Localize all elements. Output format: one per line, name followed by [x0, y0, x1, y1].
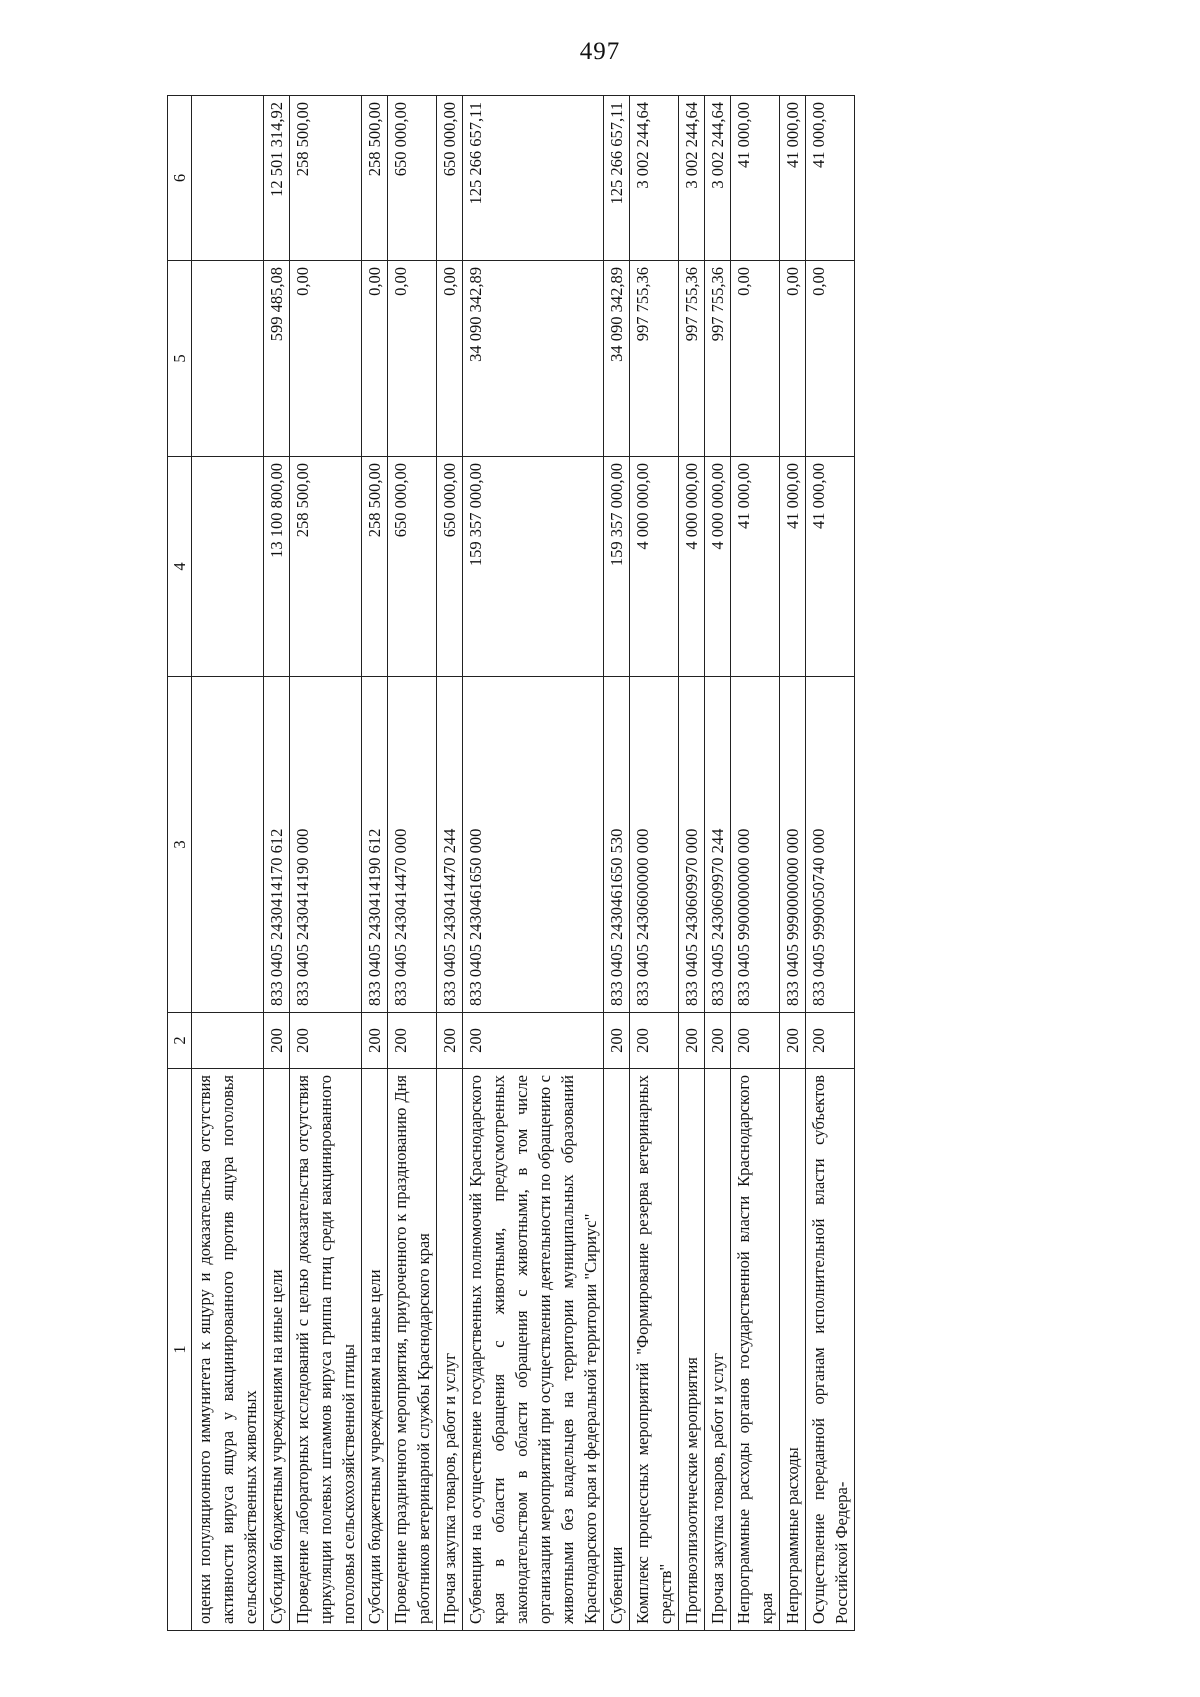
row-col2-cell: 200	[705, 1013, 731, 1069]
row-value-col5-cell: 0,00	[362, 261, 388, 457]
row-value-col6-cell: 258 500,00	[362, 96, 388, 261]
row-name-cell: Противоэпизоотические мероприятия	[679, 1069, 705, 1631]
row-value-col5-cell: 0,00	[437, 261, 463, 457]
row-code-cell: 833 0405 2430414190 000	[290, 677, 362, 1013]
table-row	[604, 96, 630, 1631]
header-row	[168, 96, 192, 1631]
table-row	[731, 96, 780, 1631]
row-value-col4-cell: 159 357 000,00	[604, 457, 630, 677]
row-code-cell: 833 0405 2430609970 244	[705, 677, 731, 1013]
table-row	[705, 96, 731, 1631]
row-name-cell: Осуществление переданной органам исполнительной власти субъектов Российской Федера-	[806, 1069, 855, 1631]
header-cell: 3	[168, 677, 192, 1013]
row-value-col4-cell: 13 100 800,00	[264, 457, 290, 677]
row-value-col5-cell	[192, 261, 264, 457]
row-name-cell: Непрограммные расходы органов государственной власти Краснодарского края	[731, 1069, 780, 1631]
row-value-col5-cell: 997 755,36	[705, 261, 731, 457]
row-code-cell	[192, 677, 264, 1013]
row-value-col4-cell: 41 000,00	[780, 457, 806, 677]
table-row	[264, 96, 290, 1631]
table-row	[362, 96, 388, 1631]
row-col2-cell: 200	[388, 1013, 437, 1069]
row-value-col4-cell: 4 000 000,00	[679, 457, 705, 677]
row-name-cell: Непрограммные расходы	[780, 1069, 806, 1631]
row-code-cell: 833 0405 9990050740 000	[806, 677, 855, 1013]
table-row	[679, 96, 705, 1631]
row-value-col4-cell: 41 000,00	[731, 457, 780, 677]
row-col2-cell: 200	[362, 1013, 388, 1069]
row-value-col6-cell: 258 500,00	[290, 96, 362, 261]
header-cell: 2	[168, 1013, 192, 1069]
table-row	[780, 96, 806, 1631]
header-cell: 1	[168, 1069, 192, 1631]
row-value-col6-cell: 41 000,00	[780, 96, 806, 261]
row-value-col4-cell	[192, 457, 264, 677]
row-col2-cell: 200	[780, 1013, 806, 1069]
table-row	[290, 96, 362, 1631]
row-value-col5-cell: 997 755,36	[679, 261, 705, 457]
row-value-col5-cell: 34 090 342,89	[604, 261, 630, 457]
rotated-table-container	[167, 96, 1087, 1631]
row-value-col5-cell: 0,00	[780, 261, 806, 457]
row-code-cell: 833 0405 2430414470 000	[388, 677, 437, 1013]
row-value-col6-cell: 3 002 244,64	[705, 96, 731, 261]
row-value-col4-cell: 4 000 000,00	[705, 457, 731, 677]
row-code-cell: 833 0405 9900000000 000	[731, 677, 780, 1013]
row-value-col5-cell: 0,00	[806, 261, 855, 457]
row-value-col5-cell: 0,00	[388, 261, 437, 457]
row-code-cell: 833 0405 2430414190 612	[362, 677, 388, 1013]
row-col2-cell	[192, 1013, 264, 1069]
row-value-col6-cell: 650 000,00	[388, 96, 437, 261]
row-code-cell: 833 0405 9990000000 000	[780, 677, 806, 1013]
row-name-cell: Прочая закупка товаров, работ и услуг	[705, 1069, 731, 1631]
row-code-cell: 833 0405 2430609970 000	[679, 677, 705, 1013]
row-value-col6-cell	[192, 96, 264, 261]
budget-table	[167, 95, 855, 1631]
row-value-col5-cell: 0,00	[731, 261, 780, 457]
row-col2-cell: 200	[437, 1013, 463, 1069]
row-value-col6-cell: 3 002 244,64	[679, 96, 705, 261]
row-name-cell: Проведение лабораторных исследований с целью доказательства отсутствия циркуляции полевых штаммов вируса гриппа птиц среди вакцинированного поголовья сельскохозяйственной птицы	[290, 1069, 362, 1631]
row-value-col5-cell: 0,00	[290, 261, 362, 457]
row-value-col6-cell: 125 266 657,11	[463, 96, 604, 261]
row-code-cell: 833 0405 2430461650 000	[463, 677, 604, 1013]
header-cell: 6	[168, 96, 192, 261]
row-value-col4-cell: 258 500,00	[362, 457, 388, 677]
row-value-col5-cell: 997 755,36	[630, 261, 679, 457]
row-name-cell: Субвенции	[604, 1069, 630, 1631]
table-row	[437, 96, 463, 1631]
table-row	[806, 96, 855, 1631]
row-value-col4-cell: 41 000,00	[806, 457, 855, 677]
header-cell: 4	[168, 457, 192, 677]
row-value-col5-cell: 599 485,08	[264, 261, 290, 457]
table-row	[463, 96, 604, 1631]
row-value-col4-cell: 4 000 000,00	[630, 457, 679, 677]
row-col2-cell: 200	[630, 1013, 679, 1069]
table-row	[192, 96, 264, 1631]
row-name-cell: Прочая закупка товаров, работ и услуг	[437, 1069, 463, 1631]
page-number: 497	[579, 38, 621, 65]
row-value-col4-cell: 159 357 000,00	[463, 457, 604, 677]
row-code-cell: 833 0405 2430461650 530	[604, 677, 630, 1013]
row-code-cell: 833 0405 2430414170 612	[264, 677, 290, 1013]
row-col2-cell: 200	[290, 1013, 362, 1069]
row-col2-cell: 200	[731, 1013, 780, 1069]
row-col2-cell: 200	[806, 1013, 855, 1069]
row-value-col5-cell: 34 090 342,89	[463, 261, 604, 457]
row-value-col6-cell: 41 000,00	[731, 96, 780, 261]
row-value-col6-cell: 125 266 657,11	[604, 96, 630, 261]
row-col2-cell: 200	[463, 1013, 604, 1069]
table-row	[388, 96, 437, 1631]
row-code-cell: 833 0405 2430600000 000	[630, 677, 679, 1013]
row-col2-cell: 200	[264, 1013, 290, 1069]
row-code-cell: 833 0405 2430414470 244	[437, 677, 463, 1013]
row-value-col4-cell: 650 000,00	[388, 457, 437, 677]
row-name-cell: Субсидии бюджетным учреждениям на иные цели	[264, 1069, 290, 1631]
row-col2-cell: 200	[679, 1013, 705, 1069]
row-name-cell: Комплекс процессных мероприятий "Формирование резерва ветеринарных средств"	[630, 1069, 679, 1631]
row-value-col6-cell: 650 000,00	[437, 96, 463, 261]
row-value-col6-cell: 3 002 244,64	[630, 96, 679, 261]
row-value-col6-cell: 41 000,00	[806, 96, 855, 261]
row-name-cell: оценки популяционного иммунитета к ящуру и доказательства отсутствия активности вируса ящура у вакцинированного против ящура поголовья сельскохозяйственных животных	[192, 1069, 264, 1631]
table-row	[630, 96, 679, 1631]
row-name-cell: Проведение праздничного мероприятия, приуроченного к празднованию Дня работников ветеринарной службы Краснодарского края	[388, 1069, 437, 1631]
row-value-col6-cell: 12 501 314,92	[264, 96, 290, 261]
row-value-col4-cell: 258 500,00	[290, 457, 362, 677]
row-name-cell: Субвенции на осуществление государственных полномочий Краснодарского края в области обращения с животными, предусмотренных законодательством в области обращения с животными, в том числе организации мероприятий при осуществлении деятельности по обращению с животными без владельцев на территории муниципальных образований Краснодарского края и федеральной территории "Сириус"	[463, 1069, 604, 1631]
row-value-col4-cell: 650 000,00	[437, 457, 463, 677]
row-col2-cell: 200	[604, 1013, 630, 1069]
header-cell: 5	[168, 261, 192, 457]
row-name-cell: Субсидии бюджетным учреждениям на иные цели	[362, 1069, 388, 1631]
